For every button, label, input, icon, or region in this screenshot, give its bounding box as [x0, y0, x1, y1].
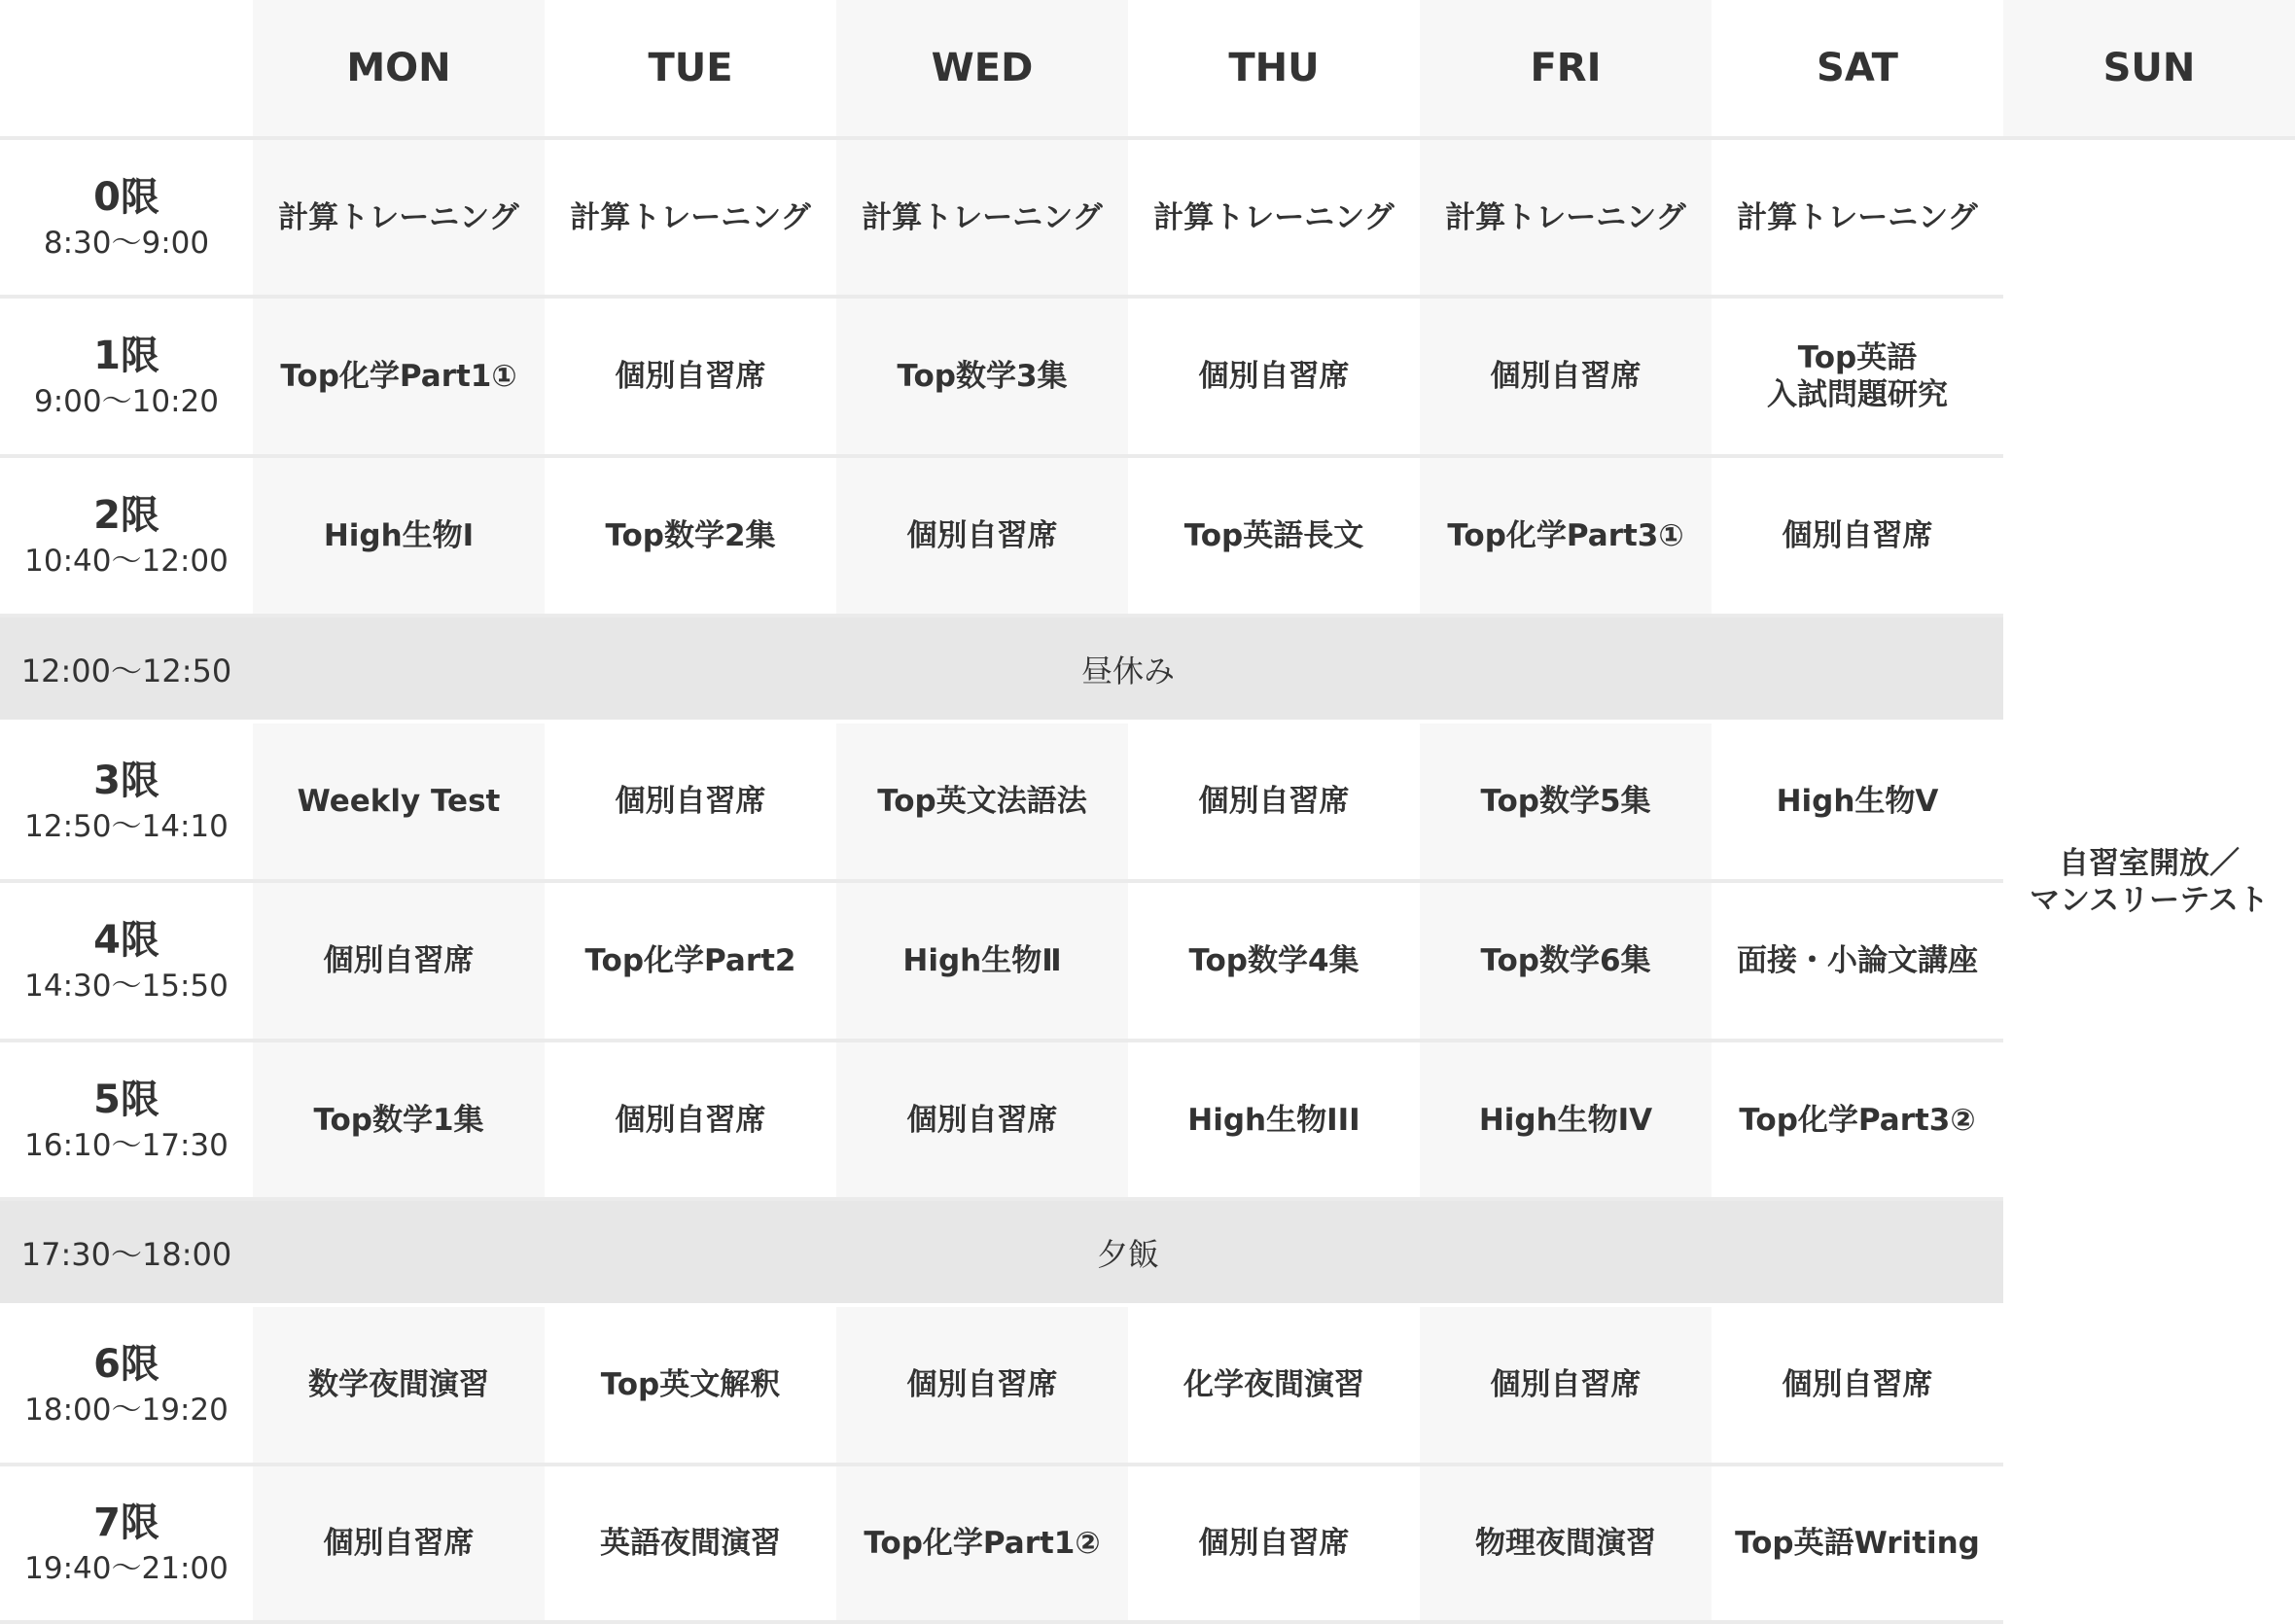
class-cell: Top数学4集: [1128, 883, 1420, 1039]
class-cell: High生物Ⅰ: [253, 458, 545, 614]
class-cell: High生物Ⅱ: [836, 883, 1128, 1039]
class-cell: 個別自習席: [836, 1042, 1128, 1197]
day-header-tue: TUE: [648, 46, 733, 90]
period-name: 0限: [93, 174, 159, 220]
class-cell: Top化学Part1②: [836, 1466, 1128, 1620]
period-name: 4限: [93, 918, 159, 963]
day-header-thu: THU: [1228, 46, 1320, 90]
class-cell: 計算トレーニング: [836, 140, 1128, 295]
class-cell: 化学夜間演習: [1128, 1307, 1420, 1463]
class-cell: 計算トレーニング: [1420, 140, 1712, 295]
class-cell: 計算トレーニング: [253, 140, 545, 295]
day-header-sat: SAT: [1817, 46, 1898, 90]
period-name: 7限: [93, 1500, 159, 1545]
period-time: 18:00〜19:20: [24, 1393, 229, 1428]
day-header-wed: WED: [836, 0, 1128, 136]
class-cell: 面接・小論文講座: [1712, 883, 2003, 1039]
class-cell: 個別自習席: [1128, 1466, 1420, 1620]
class-cell: 個別自習席: [1420, 1307, 1712, 1463]
period-time: 16:10〜17:30: [24, 1127, 229, 1163]
class-cell: 物理夜間演習: [1420, 1466, 1712, 1620]
class-cell: Top数学3集: [836, 299, 1128, 454]
class-cell: Top英文解釈: [545, 1307, 836, 1463]
period-name: 2限: [93, 493, 159, 538]
period-label: [0, 1307, 253, 1463]
class-cell: Top英語 入試問題研究: [1712, 299, 2003, 454]
period-name: 3限: [93, 759, 159, 803]
period-label: [0, 1042, 253, 1197]
period-time: 10:40〜12:00: [24, 544, 229, 579]
class-cell: Top英語Writing: [1712, 1466, 2003, 1620]
period-time: 14:30〜15:50: [24, 969, 229, 1004]
break-time: 17:30〜18:00: [20, 1235, 232, 1273]
class-cell: Top化学Part2: [545, 883, 836, 1039]
class-cell: 個別自習席: [836, 1307, 1128, 1463]
class-cell: High生物IV: [1420, 1042, 1712, 1197]
period-time: 8:30〜9:00: [43, 225, 210, 261]
class-cell: 個別自習席: [545, 724, 836, 879]
class-cell: 個別自習席: [1712, 1307, 2003, 1463]
class-cell: Top英文法語法: [836, 724, 1128, 879]
period-name: 6限: [93, 1342, 159, 1387]
class-cell: 英語夜間演習: [545, 1466, 836, 1620]
period-label: [0, 458, 253, 614]
period-label: [0, 140, 253, 295]
class-cell: Top化学Part3②: [1712, 1042, 2003, 1197]
class-cell: 個別自習席: [545, 1042, 836, 1197]
class-cell: Top英語長文: [1128, 458, 1420, 614]
break-label: 夕飯: [1096, 1235, 1159, 1273]
class-cell: Top化学Part3①: [1420, 458, 1712, 614]
class-cell: 個別自習席: [253, 883, 545, 1039]
row-divider: [0, 1620, 2003, 1624]
class-cell: Top数学5集: [1420, 724, 1712, 879]
period-label: [0, 1466, 253, 1620]
class-cell: High生物Ⅴ: [1712, 724, 2003, 879]
class-cell: Top数学6集: [1420, 883, 1712, 1039]
period-name: 5限: [93, 1077, 159, 1122]
class-cell: 個別自習席: [545, 299, 836, 454]
sunday-cell: 自習室開放／ マンスリーテスト: [2003, 140, 2295, 1624]
period-time: 19:40〜21:00: [24, 1551, 229, 1586]
class-cell: High生物III: [1128, 1042, 1420, 1197]
class-cell: Top数学1集: [253, 1042, 545, 1197]
period-time: 12:50〜14:10: [24, 809, 229, 844]
day-header-mon: MON: [253, 0, 545, 136]
class-cell: 個別自習席: [1712, 458, 2003, 614]
class-cell: 個別自習席: [1420, 299, 1712, 454]
class-cell: 数学夜間演習: [253, 1307, 545, 1463]
class-cell: 計算トレーニング: [1128, 140, 1420, 295]
period-time: 9:00〜10:20: [34, 384, 219, 419]
day-header-fri: FRI: [1420, 0, 1712, 136]
period-label: [0, 883, 253, 1039]
class-cell: Weekly Test: [253, 724, 545, 879]
period-label: [0, 724, 253, 879]
class-cell: 個別自習席: [836, 458, 1128, 614]
class-cell: Top化学Part1①: [253, 299, 545, 454]
class-cell: Top数学2集: [545, 458, 836, 614]
period-label: [0, 299, 253, 454]
class-cell: 個別自習席: [253, 1466, 545, 1620]
class-cell: 個別自習席: [1128, 724, 1420, 879]
class-cell: 計算トレーニング: [545, 140, 836, 295]
break-time: 12:00〜12:50: [20, 652, 232, 689]
period-name: 1限: [93, 334, 159, 378]
class-cell: 個別自習席: [1128, 299, 1420, 454]
day-header-sun: SUN: [2003, 0, 2295, 136]
class-cell: 計算トレーニング: [1712, 140, 2003, 295]
break-label: 昼休み: [1080, 652, 1175, 689]
